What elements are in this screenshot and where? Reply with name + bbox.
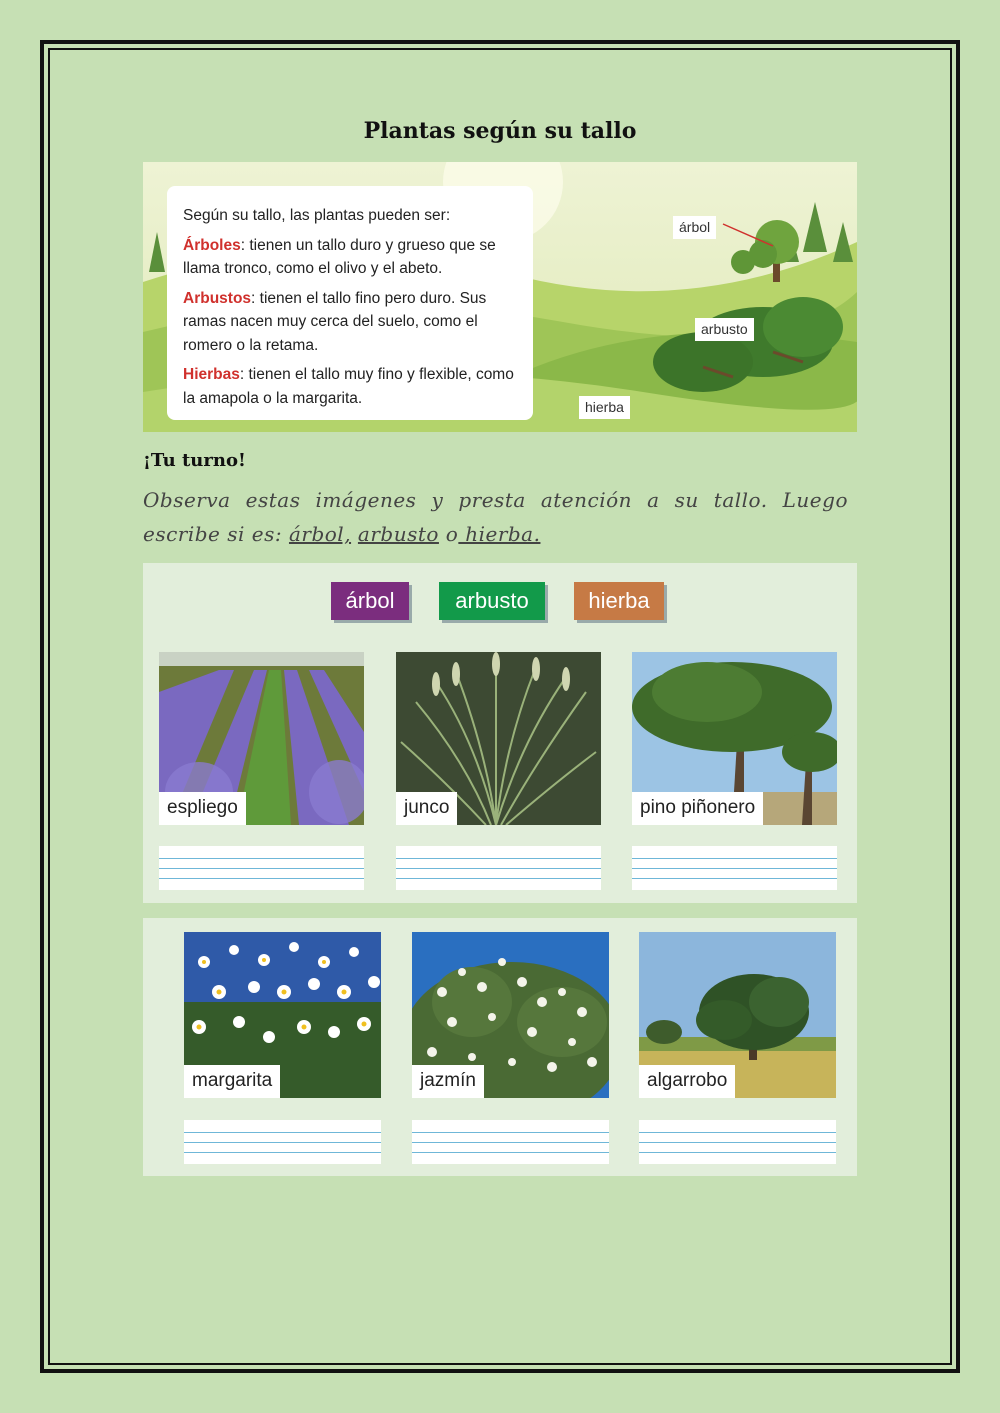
answer-lines-espliego[interactable] <box>159 846 364 890</box>
info-item-arbustos <box>183 287 517 358</box>
info-panel <box>143 162 857 432</box>
instruction-text: Observa estas imágenes y presta atención a su tallo. Luego escribe si es: <box>143 488 848 546</box>
page-title: Plantas según su tallo <box>363 118 637 144</box>
text-hierbas: : tienen el tallo muy fino y flexible, como la amapola o la margarita. <box>183 366 514 407</box>
plant-label-algarrobo: algarrobo <box>639 1065 735 1098</box>
plant-card-espliego <box>159 652 364 825</box>
info-item-arboles <box>183 234 517 281</box>
option-arbusto: arbusto <box>357 522 439 546</box>
option-arbol: árbol, <box>288 522 352 546</box>
answer-lines-junco[interactable] <box>396 846 601 890</box>
plant-label-margarita: margarita <box>184 1065 280 1098</box>
option-hierba: hierba. <box>458 522 541 546</box>
plant-label-pino-pinonero: pino piñonero <box>632 792 763 825</box>
plant-card-junco <box>396 652 601 825</box>
plant-card-margarita <box>184 932 381 1098</box>
answer-lines-pino-pinonero[interactable] <box>632 846 837 890</box>
scene-label-herb: hierba <box>579 396 630 419</box>
term-arbustos: Arbustos <box>183 289 252 307</box>
photo-junco <box>396 652 601 825</box>
instructions <box>143 483 848 551</box>
your-turn-heading: ¡Tu turno! <box>143 450 246 471</box>
answer-lines-margarita[interactable] <box>184 1120 381 1164</box>
plant-label-espliego: espliego <box>159 792 246 825</box>
category-badge-arbol[interactable]: árbol <box>331 582 409 620</box>
text-arbustos: : tienen el tallo fino pero duro. Sus ramas nacen muy cerca del suelo, como el romero o la retama. <box>183 289 487 354</box>
plant-card-pino-pinonero <box>632 652 837 825</box>
text-arboles: : tienen un tallo duro y grueso que se llama tronco, como el olivo y el abeto. <box>183 236 496 277</box>
photo-jazmin <box>412 932 609 1098</box>
category-badge-hierba[interactable]: hierba <box>574 582 664 620</box>
photo-margarita <box>184 932 381 1098</box>
answer-lines-algarrobo[interactable] <box>639 1120 836 1164</box>
info-item-hierbas <box>183 363 517 410</box>
photo-algarrobo <box>639 932 836 1098</box>
plant-label-jazmin: jazmín <box>412 1065 484 1098</box>
info-intro: Según su tallo, las plantas pueden ser: <box>183 207 451 224</box>
term-hierbas: Hierbas <box>183 366 240 383</box>
photo-pino-pinonero <box>632 652 837 825</box>
plant-label-junco: junco <box>396 792 457 825</box>
term-arboles: Árboles <box>183 236 241 254</box>
scene-label-shrub: arbusto <box>695 318 754 341</box>
category-badge-arbusto[interactable]: arbusto <box>439 582 545 620</box>
exercise-panel-1 <box>143 563 857 903</box>
scene-label-tree: árbol <box>673 216 716 239</box>
plant-card-algarrobo <box>639 932 836 1098</box>
photo-espliego <box>159 652 364 825</box>
exercise-panel-2 <box>143 918 857 1176</box>
option-connector: o <box>438 522 459 546</box>
info-box <box>167 186 533 420</box>
plant-card-jazmin <box>412 932 609 1098</box>
answer-lines-jazmin[interactable] <box>412 1120 609 1164</box>
